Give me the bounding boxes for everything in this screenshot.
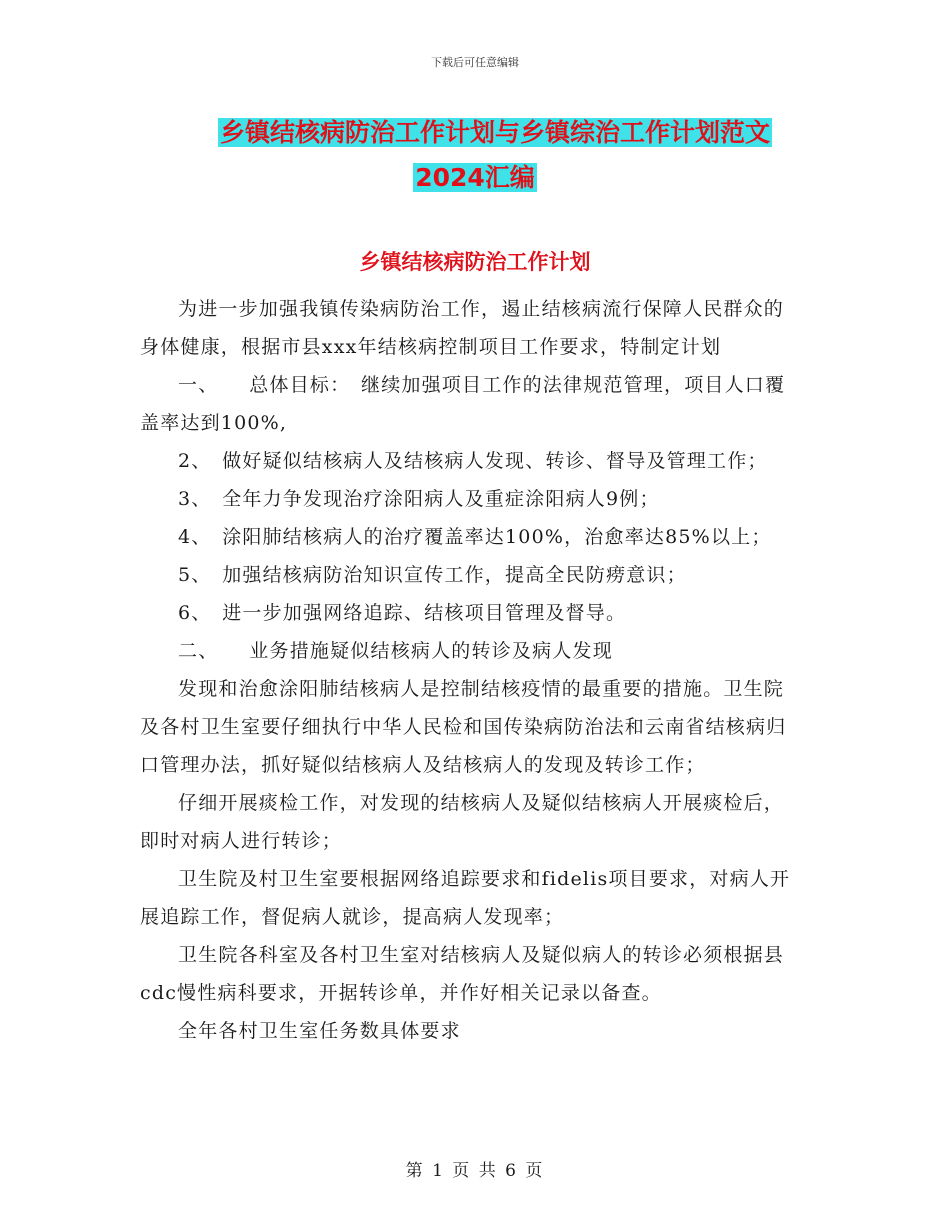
title-line-1: 乡镇结核病防治工作计划与乡镇综治工作计划范文 xyxy=(219,118,770,147)
paragraph: 发现和治愈涂阳肺结核病人是控制结核疫情的最重要的措施。卫生院及各村卫生室要仔细执行中华人民检和国传染病防治法和云南省结核病归口管理办法，抓好疑似结核病人及结核病人的发现及转诊工作； xyxy=(140,678,787,776)
paragraph: 二、 业务措施疑似结核病人的转诊及病人发现 xyxy=(178,640,613,662)
title-line-2: 2024汇编 xyxy=(415,163,535,192)
paragraph: 卫生院各科室及各村卫生室对结核病人及疑似病人的转诊必须根据县cdc慢性病科要求，开据转诊单，并作好相关记录以备查。 xyxy=(140,944,785,1004)
paragraph: 仔细开展痰检工作，对发现的结核病人及疑似结核病人开展痰检后，即时对病人进行转诊； xyxy=(140,792,785,852)
paragraph: 一、 总体目标： 继续加强项目工作的法律规范管理，项目人口覆盖率达到100%, xyxy=(140,374,786,434)
paragraph: 6、 进一步加强网络追踪、结核项目管理及督导。 xyxy=(178,602,627,624)
header-note: 下载后可任意编辑 xyxy=(431,56,519,69)
paragraph: 为进一步加强我镇传染病防治工作，遏止结核病流行保障人民群众的身体健康，根据市县xxx年结核病控制项目工作要求，特制定计划 xyxy=(140,298,785,358)
section-title: 乡镇结核病防治工作计划 xyxy=(359,250,591,274)
paragraph: 2、 做好疑似结核病人及结核病人发现、转诊、督导及管理工作； xyxy=(178,450,768,472)
paragraph: 卫生院及村卫生室要根据网络追踪要求和fidelis项目要求，对病人开展追踪工作，督促病人就诊，提高病人发现率； xyxy=(140,868,791,928)
document-body xyxy=(140,290,800,1050)
paragraph: 全年各村卫生室任务数具体要求 xyxy=(178,1020,461,1042)
document-title xyxy=(0,110,950,200)
page-number: 第 1 页 共 6 页 xyxy=(405,1161,545,1181)
paragraph: 5、 加强结核病防治知识宣传工作，提高全民防痨意识； xyxy=(178,564,687,586)
paragraph: 3、 全年力争发现治疗涂阳病人及重症涂阳病人9例； xyxy=(178,488,660,510)
paragraph: 4、 涂阳肺结核病人的治疗覆盖率达100%，治愈率达85%以上； xyxy=(178,526,772,548)
